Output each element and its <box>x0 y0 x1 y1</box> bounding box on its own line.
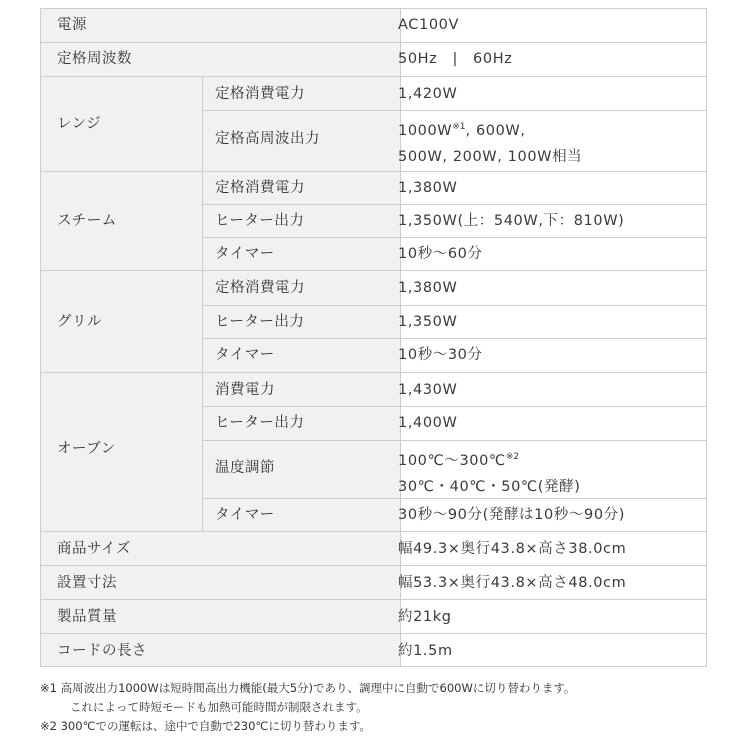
value-text: 1000W <box>398 123 453 139</box>
sub-value: 30秒〜90分(発酵は10秒〜90分) <box>398 507 626 523</box>
sub-column-divider <box>202 76 203 531</box>
sub-value: 1,420W <box>398 86 458 102</box>
group-label-oven: オーブン <box>57 441 116 457</box>
sub-label: 消費電力 <box>215 382 275 398</box>
group-label-steam: スチーム <box>57 213 117 229</box>
footnote-text: 高周波出力1000Wは短時間高出力機能(最大5分)であり、調理中に自動で600Wに切り替わります。 <box>60 681 576 695</box>
sub-value: 1,380W <box>398 180 458 196</box>
row-label-power-source: 電源 <box>57 17 87 33</box>
sub-value: 10秒〜30分 <box>398 347 483 363</box>
row-divider <box>40 42 707 43</box>
footnote-2 <box>40 718 371 734</box>
sub-label: 定格消費電力 <box>215 280 305 296</box>
footnote-mark: ※2 <box>40 719 57 733</box>
sub-value: 1,350W(上：540W,下：810W) <box>398 213 625 229</box>
value-text: , 600W, <box>465 123 526 139</box>
row-divider <box>40 633 707 634</box>
footnote-text: これによって時短モードも加熱可能時間が制限されます。 <box>70 700 368 714</box>
sub-value: 1,350W <box>398 314 458 330</box>
sub-row-divider <box>202 110 707 111</box>
border-bottom <box>40 666 707 667</box>
sub-row-divider <box>202 406 707 407</box>
group-label-range: レンジ <box>57 116 102 132</box>
sub-label: タイマー <box>215 507 275 523</box>
sub-value-multiline <box>398 444 581 500</box>
row-divider <box>40 565 707 566</box>
row-divider <box>40 531 707 532</box>
row-value-weight: 約21kg <box>398 609 452 625</box>
sub-row-divider <box>202 237 707 238</box>
row-label-install-size: 設置寸法 <box>57 575 117 591</box>
sub-label: ヒーター出力 <box>215 415 305 431</box>
footnote-ref: ※1 <box>452 122 466 132</box>
row-value-product-size: 幅49.3×奥行43.8×高さ38.0cm <box>398 541 627 557</box>
sub-row-divider <box>202 338 707 339</box>
sub-row-divider <box>202 204 707 205</box>
footnote-ref: ※2 <box>505 452 520 462</box>
row-label-cord-length: コードの長さ <box>57 643 147 659</box>
sub-value-multiline <box>398 114 582 170</box>
row-divider <box>40 270 707 271</box>
border-top <box>40 8 707 9</box>
row-divider <box>40 76 707 77</box>
footnote-1 <box>40 680 575 696</box>
sub-label: タイマー <box>215 347 275 363</box>
sub-label: 温度調節 <box>215 460 275 476</box>
row-label-product-size: 商品サイズ <box>57 541 131 557</box>
sub-label: 定格消費電力 <box>215 180 305 196</box>
sub-row-divider <box>202 305 707 306</box>
value-text: 100℃〜300℃ <box>398 453 506 469</box>
group-label-grill: グリル <box>57 314 102 330</box>
sub-row-divider <box>202 440 707 441</box>
spec-table <box>40 8 707 667</box>
row-divider <box>40 599 707 600</box>
sub-label: タイマー <box>215 246 275 262</box>
sub-value: 1,380W <box>398 280 458 296</box>
label-band <box>40 8 400 42</box>
row-value-frequency: 50Hz | 60Hz <box>398 51 513 67</box>
sub-label: 定格消費電力 <box>215 86 305 102</box>
row-value-install-size: 幅53.3×奥行43.8×高さ48.0cm <box>398 575 627 591</box>
row-divider <box>40 372 707 373</box>
value-text: 500W, 200W, 100W相当 <box>398 149 583 165</box>
row-value-power-source: AC100V <box>398 17 459 33</box>
sub-value: 1,430W <box>398 382 458 398</box>
footnote-mark: ※1 <box>40 681 57 695</box>
sub-label: 定格高周波出力 <box>215 131 320 147</box>
row-label-weight: 製品質量 <box>57 609 117 625</box>
value-text: 30℃・40℃・50℃(発酵) <box>398 479 581 495</box>
border-left <box>40 8 41 667</box>
row-divider <box>40 171 707 172</box>
sub-label: ヒーター出力 <box>215 314 305 330</box>
footnote-1-continued <box>70 699 368 715</box>
sub-label: ヒーター出力 <box>215 213 305 229</box>
sub-value: 10秒〜60分 <box>398 246 483 262</box>
footnote-text: 300℃での運転は、途中で自動で230℃に切り替わります。 <box>60 719 371 733</box>
sub-value: 1,400W <box>398 415 458 431</box>
row-value-cord-length: 約1.5m <box>398 643 453 659</box>
row-label-frequency: 定格周波数 <box>57 51 132 67</box>
